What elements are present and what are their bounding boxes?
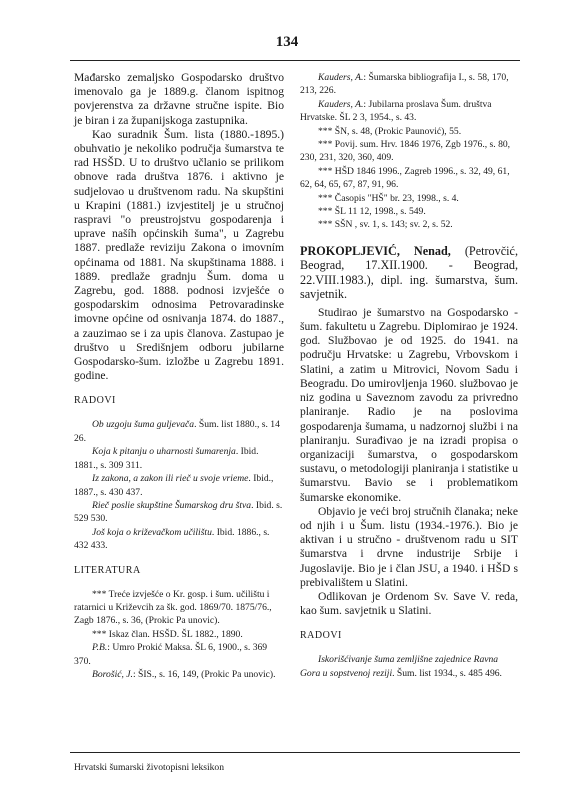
reference-title: Koja k pitanju o uharnosti šumarenja xyxy=(92,446,236,458)
radovi-list-left xyxy=(74,418,284,552)
left-body-text xyxy=(74,71,284,383)
literatura-list xyxy=(74,588,284,682)
reference-details: : ŠIS., s. 16, 149, (Prokic Pa unovic). xyxy=(132,668,276,680)
paragraph: Odlikovan je Ordenom Sv. Save V. reda, kao šum. savjetnik u Slatini. xyxy=(300,589,518,618)
reference-item xyxy=(74,526,284,553)
reference-item xyxy=(74,628,284,641)
entry-name: PROKOPLJEVIĆ, Nenad, xyxy=(300,243,451,258)
reference-title: Ob uzgoju šuma guljevača xyxy=(92,419,195,431)
reference-details: *** Povij. sum. Hrv. 1846 1976, Zgb 1976., s. 80, 230, 231, 320, 360, 409. xyxy=(300,139,511,164)
footer-title: Hrvatski šumarski životopisni leksikon xyxy=(74,762,225,773)
reference-details: *** HŠD 1846 1996., Zagreb 1996., s. 32, 49, 61, 62, 64, 65, 67, 87, 91, 96. xyxy=(300,165,510,191)
reference-details: . Šum. list 1880., s. 14 26. xyxy=(74,419,280,444)
paragraph: Kao suradnik Šum. lista (1880.-1895.) obuhvatio je nekoliko područja šumarstva te rad HSŠD. U to društvo učlanio se prilikom obnove rada društva 1876. i aktivno je sudjelovao u društvenom radu. Na skupštini u Krapini (1881.) izvjestitelj je u stručnoj raspravi "o preustrojstvu gospodarenja i uprave našíh općinskih šuma", u Zagrebu 1887. predlaže reviziju Zakona o imovním općinama od 1881. Na skupštinama 1888. i 1889. predlaže gradnju Šum. doma u Zagrebu, god. 1888. podnosi izvješće o gospodarskim odnosima Petrovaradinske imovne općine od osnivanja 1874. do 1887., a zauzimao se i za upis članova. Zastupao je društvo u Središnjem odboru jubilarne Gospodarsko-šum. izložbe u Zagrebu 1891. godine. xyxy=(74,127,284,383)
page-number: 134 xyxy=(275,34,299,50)
reference-title: Iskorišćivanje šuma zemljišne zajednice Ravna Gora u sopstvenoj reziji xyxy=(300,654,499,679)
reference-details: *** Časopis "HŠ" br. 23, 1998., s. 4. xyxy=(318,192,459,204)
reference-details: *** ŠL 11 12, 1998., s. 549. xyxy=(318,206,426,218)
reference-item xyxy=(300,71,518,98)
top-rule xyxy=(70,60,520,61)
reference-item xyxy=(74,641,284,668)
reference-item xyxy=(300,138,518,165)
reference-details: . Ibid., 1887., s. 430 437. xyxy=(74,473,274,498)
reference-details: . Ibid. s. 529 530. xyxy=(74,499,283,525)
right-column xyxy=(300,71,518,680)
paragraph: Studirao je šumarstvo na Gospodarsko - šum. fakultetu u Zagrebu. Diplomirao je 1924. god. Službovao je od 1925. do 1941. na području Hrvatske: u Zagrebu, Vrbovskom i Slatini, a zatim u Mitrovici, Novom Sadu i Beogradu. Do umirovljenja 1960. službovao je niz godina u Saveznom zavodu za privredno planiranje. Radio je na poslovima gospodarenja šumama, u nadzornoj službi i na planiranju. Surađivao je na izradi propisa o organizaciji šumarstva, o gospodarskom sustavu, o metodologiji planiranja i statistike u šumarstvu. Bavio se i problematikom šumarske ekonomike. xyxy=(300,305,518,504)
bottom-rule xyxy=(70,752,520,753)
reference-item xyxy=(74,499,284,526)
reference-details: *** Treće izvješće o Kr. gosp. i šum. učilištu i ratarnici u Križevcih za šk. god. 1869/70. 1875/76., Zagb 1876., s. 36, (Prokic Pa unovic). xyxy=(74,588,272,627)
reference-title: Rieč poslie skupštine Šumarskog dru štva xyxy=(92,499,252,511)
reference-item xyxy=(74,668,284,681)
reference-item xyxy=(300,653,518,680)
reference-title: P.B. xyxy=(92,642,108,654)
literatura-heading: LITERATURA xyxy=(74,564,141,576)
reference-details: : Jubilarna proslava Šum. društva Hrvatske. ŠL 2 3, 1954., s. 43. xyxy=(300,98,492,124)
reference-details: : Šumarska bibliografija I., s. 58, 170, 213, 226. xyxy=(300,72,509,97)
reference-item xyxy=(74,418,284,445)
radovi-list-right xyxy=(300,653,518,680)
reference-item xyxy=(300,165,518,192)
radovi-heading-right: RADOVI xyxy=(300,630,342,642)
reference-details: . Ibid. 1886., s. 432 433. xyxy=(74,526,270,552)
reference-title: Kauders, A. xyxy=(318,72,364,83)
entry-details: (Petrovčić, Beograd, 17.XII.1900. - Beograd, 22.VIII.1983.), dipl. ing. šumarstva, šum. savjetnik. xyxy=(300,243,518,302)
reference-item xyxy=(300,205,518,218)
paragraph: Mađarsko zemaljsko Gospodarsko društvo imenovalo ga je 1889.g. članom ispitnog povjerenstva za državne stručne ispite. Bio je biran i za županijskoga zastupnika. xyxy=(74,71,284,127)
reference-item xyxy=(74,588,284,628)
reference-details: . Šum. list 1934., s. 485 496. xyxy=(392,667,502,679)
reference-title: Borošić, J. xyxy=(92,668,133,680)
entry-header xyxy=(300,244,518,302)
reference-details: *** Iskaz član. HSŠD. ŠL 1882., 1890. xyxy=(92,628,243,640)
reference-details: *** ŠN, s. 48, (Prokic Paunović), 55. xyxy=(318,125,462,137)
reference-title: Još koja o križevačkom učilištu xyxy=(92,526,212,538)
paragraph: Objavio je veći broj stručnih članaka; neke od njih i u Šum. listu (1934.-1976.). Bio je aktivan i u stručno - društvenom radu u SIT šumarstva i drvne industrije Srbije i Jugoslavije. Bio je i član JSU, a 1940. i HŠD s prebivalištem u Slatini. xyxy=(300,504,518,589)
literatura-continued-list xyxy=(300,71,518,232)
reference-details: : Umro Prokić Maksa. ŠL 6, 1900., s. 369 370. xyxy=(74,642,268,667)
reference-item xyxy=(300,218,518,231)
reference-details: . Ibid. 1881., s. 309 311. xyxy=(74,446,259,471)
left-column xyxy=(74,71,284,681)
reference-item xyxy=(74,472,284,499)
reference-title: Iz zakona, a zakon ili rieč u svoje vrieme xyxy=(92,473,249,485)
reference-item xyxy=(300,125,518,138)
right-body-text xyxy=(300,306,518,618)
reference-item xyxy=(300,192,518,205)
radovi-heading-left: RADOVI xyxy=(74,395,116,407)
reference-title: Kauders, A. xyxy=(318,98,364,110)
reference-item xyxy=(74,445,284,472)
reference-details: *** SŠN , sv. 1, s. 143; sv. 2, s. 52. xyxy=(318,219,453,231)
reference-item xyxy=(300,98,518,125)
